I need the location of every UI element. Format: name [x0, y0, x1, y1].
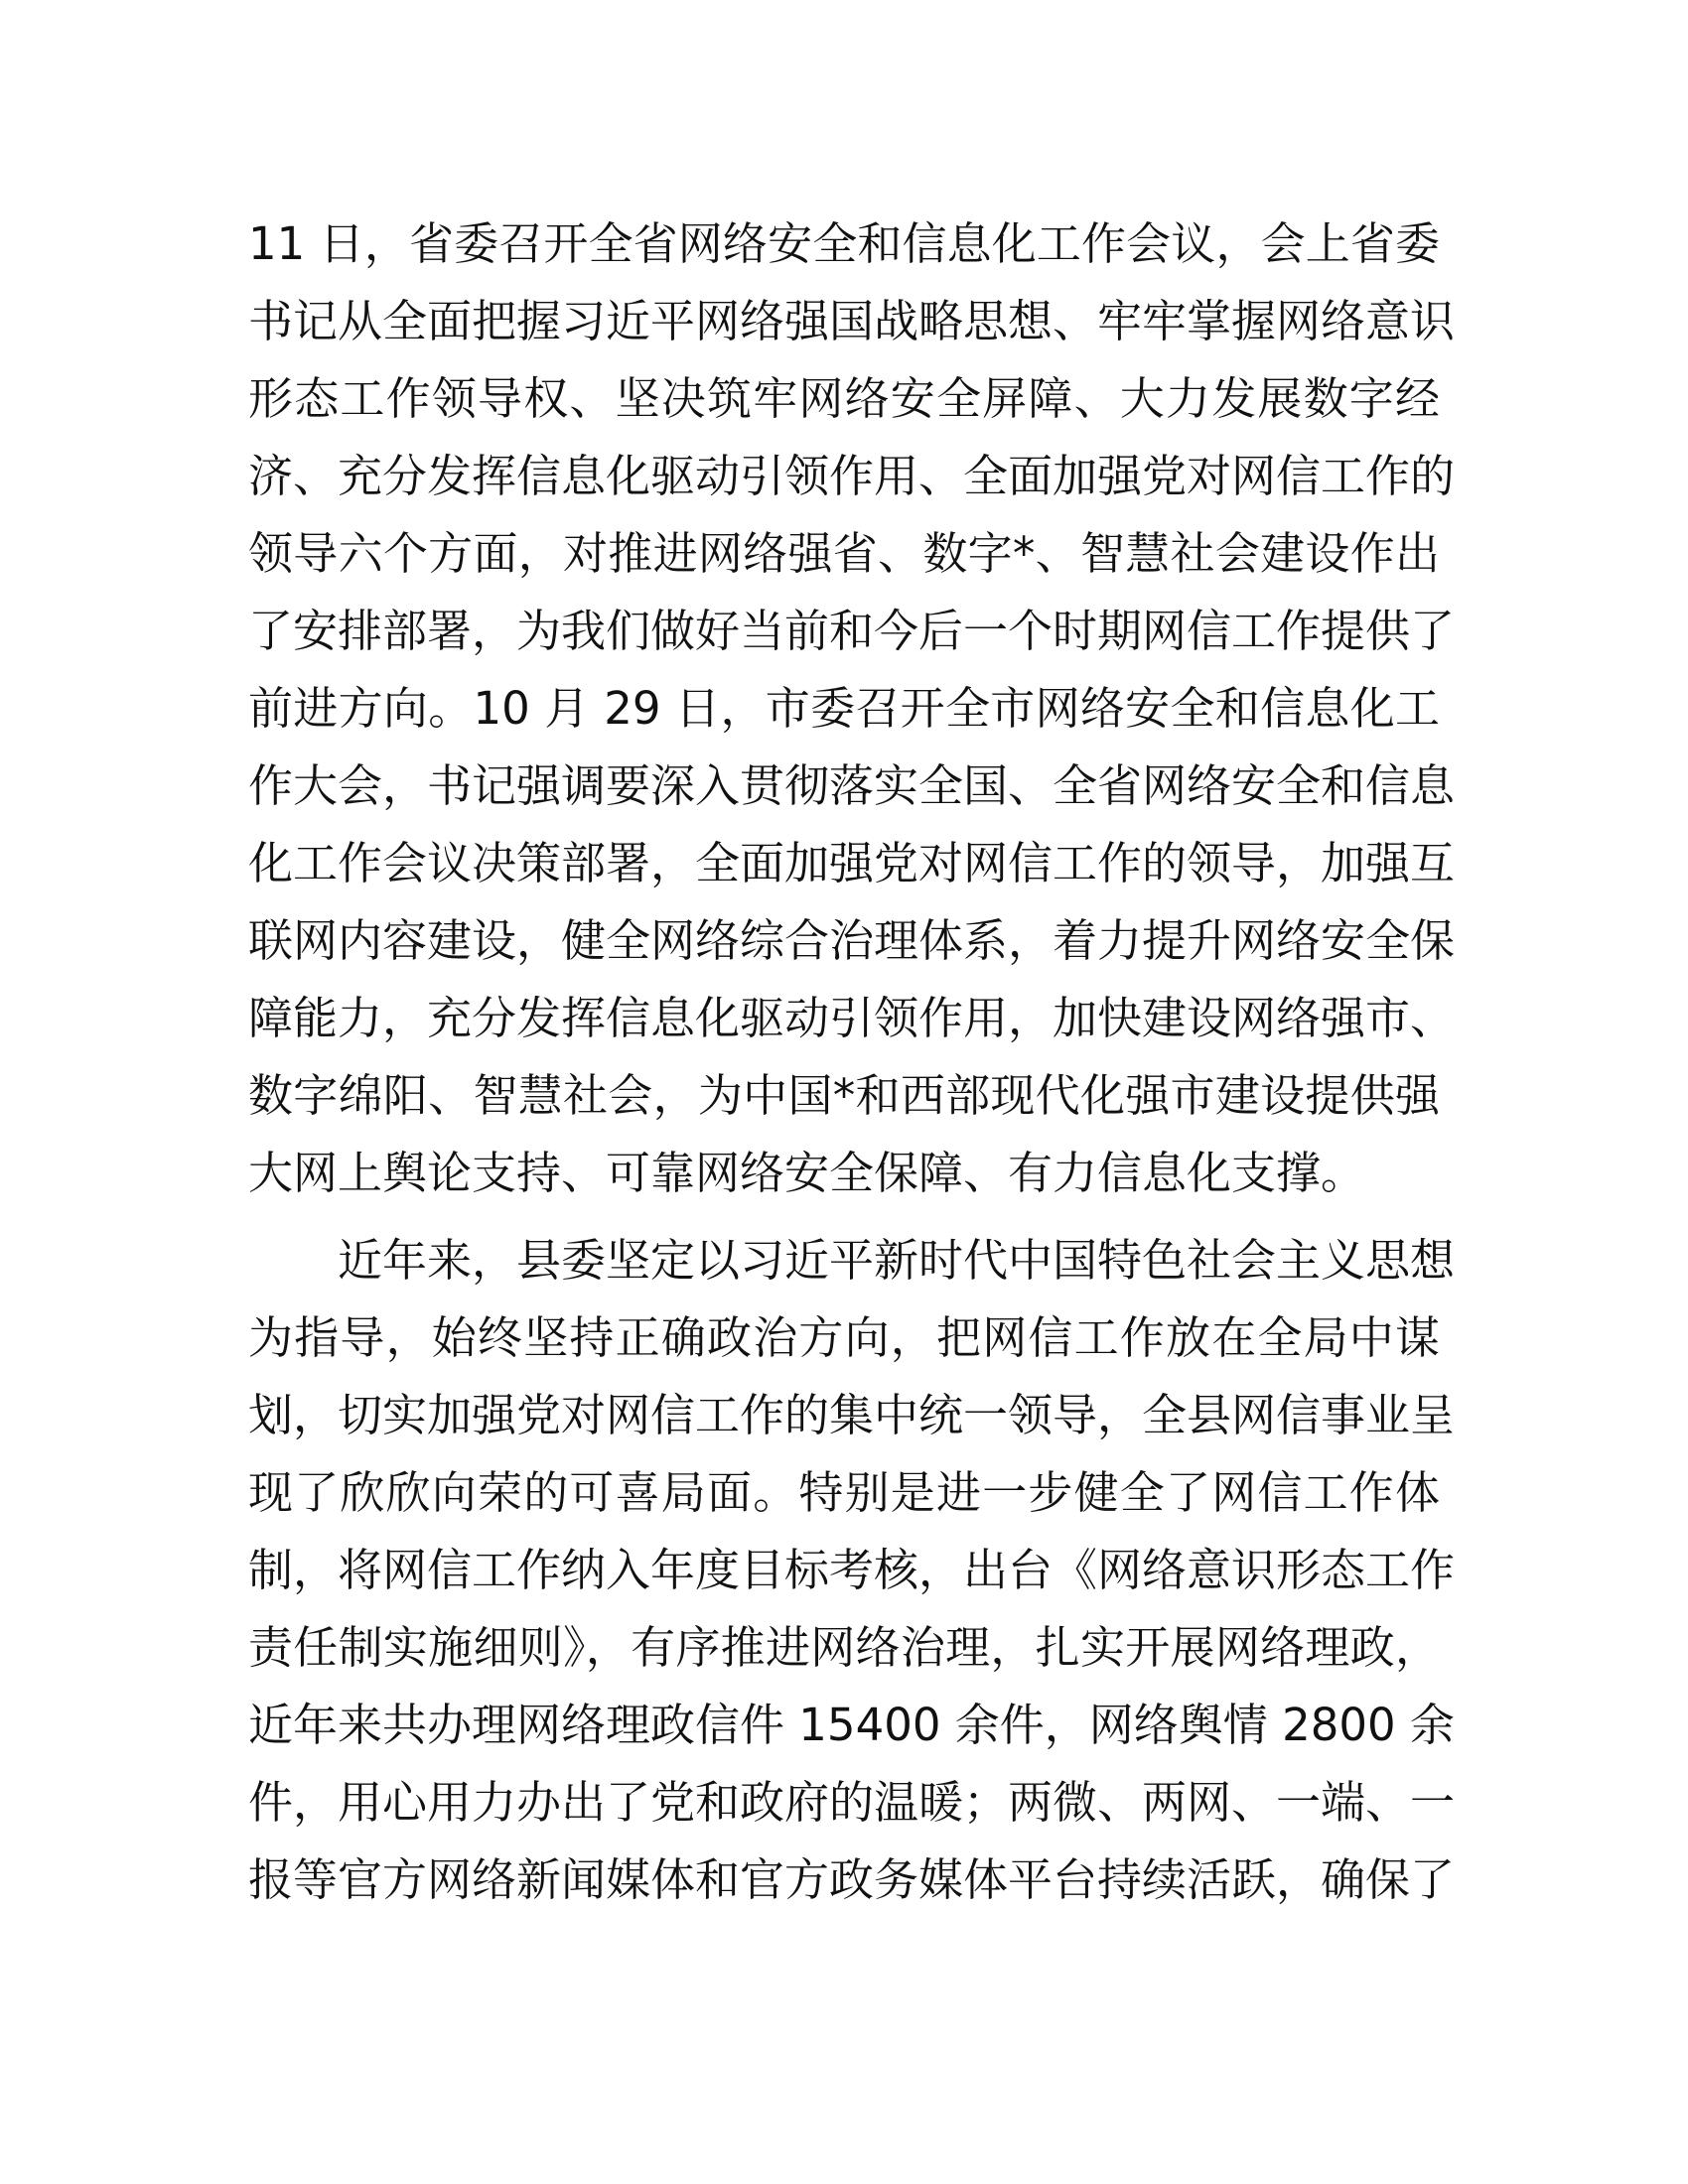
paragraph-line: 11 日，省委召开全省网络安全和信息化工作会议，会上省委 [248, 217, 1440, 270]
paragraph-line: 件，用心用力办出了党和政府的温暖；两微、两网、一端、一 [248, 1776, 1456, 1829]
paragraph-line: 领导六个方面，对推进网络强省、数字*、智慧社会建设作出 [248, 527, 1440, 580]
paragraph-line: 大网上舆论支持、可靠网络安全保障、有力信息化支撑。 [248, 1147, 1366, 1199]
paragraph-line: 联网内容建设，健全网络综合治理体系，着力提升网络安全保 [248, 914, 1456, 967]
paragraph-line: 书记从全面把握习近平网络强国战略思想、牢牢掌握网络意识 [248, 295, 1456, 347]
paragraph-line: 报等官方网络新闻媒体和官方政务媒体平台持续活跃，确保了 [248, 1853, 1456, 1906]
paragraph-line: 形态工作领导权、坚决筑牢网络安全屏障、大力发展数字经 [248, 372, 1440, 425]
paragraph-line: 作大会，书记强调要深入贯彻落实全国、全省网络安全和信息 [248, 759, 1456, 812]
paragraph-1 [248, 205, 1456, 1212]
paragraph-line: 划，切实加强党对网信工作的集中统一领导，全县网信事业呈 [248, 1389, 1456, 1441]
paragraph-line: 责任制实施细则》，有序推进网络治理，扎实开展网络理政， [248, 1621, 1440, 1674]
paragraph-line: 现了欣欣向荣的可喜局面。特别是进一步健全了网信工作体 [248, 1466, 1440, 1519]
paragraph-line: 障能力，充分发挥信息化驱动引领作用，加快建设网络强市、 [248, 992, 1456, 1044]
paragraph-line: 数字绵阳、智慧社会，为中国*和西部现代化强市建设提供强 [248, 1069, 1440, 1122]
paragraph-line: 前进方向。10 月 29 日，市委召开全市网络安全和信息化工 [248, 682, 1440, 735]
paragraph-line: 制，将网信工作纳入年度目标考核，出台《网络意识形态工作 [248, 1544, 1456, 1596]
paragraph-line: 化工作会议决策部署，全面加强党对网信工作的领导，加强互 [248, 837, 1456, 889]
paragraph-line: 近年来，县委坚定以习近平新时代中国特色社会主义思想 [338, 1234, 1456, 1287]
paragraph-line: 了安排部署，为我们做好当前和今后一个时期网信工作提供了 [248, 605, 1456, 657]
paragraph-line: 济、充分发挥信息化驱动引领作用、全面加强党对网信工作的 [248, 450, 1456, 502]
paragraph-2 [248, 1222, 1456, 1919]
paragraph-line: 近年来共办理网络理政信件 15400 余件，网络舆情 2800 余 [248, 1699, 1455, 1751]
paragraph-line: 为指导，始终坚持正确政治方向，把网信工作放在全局中谋 [248, 1311, 1440, 1364]
